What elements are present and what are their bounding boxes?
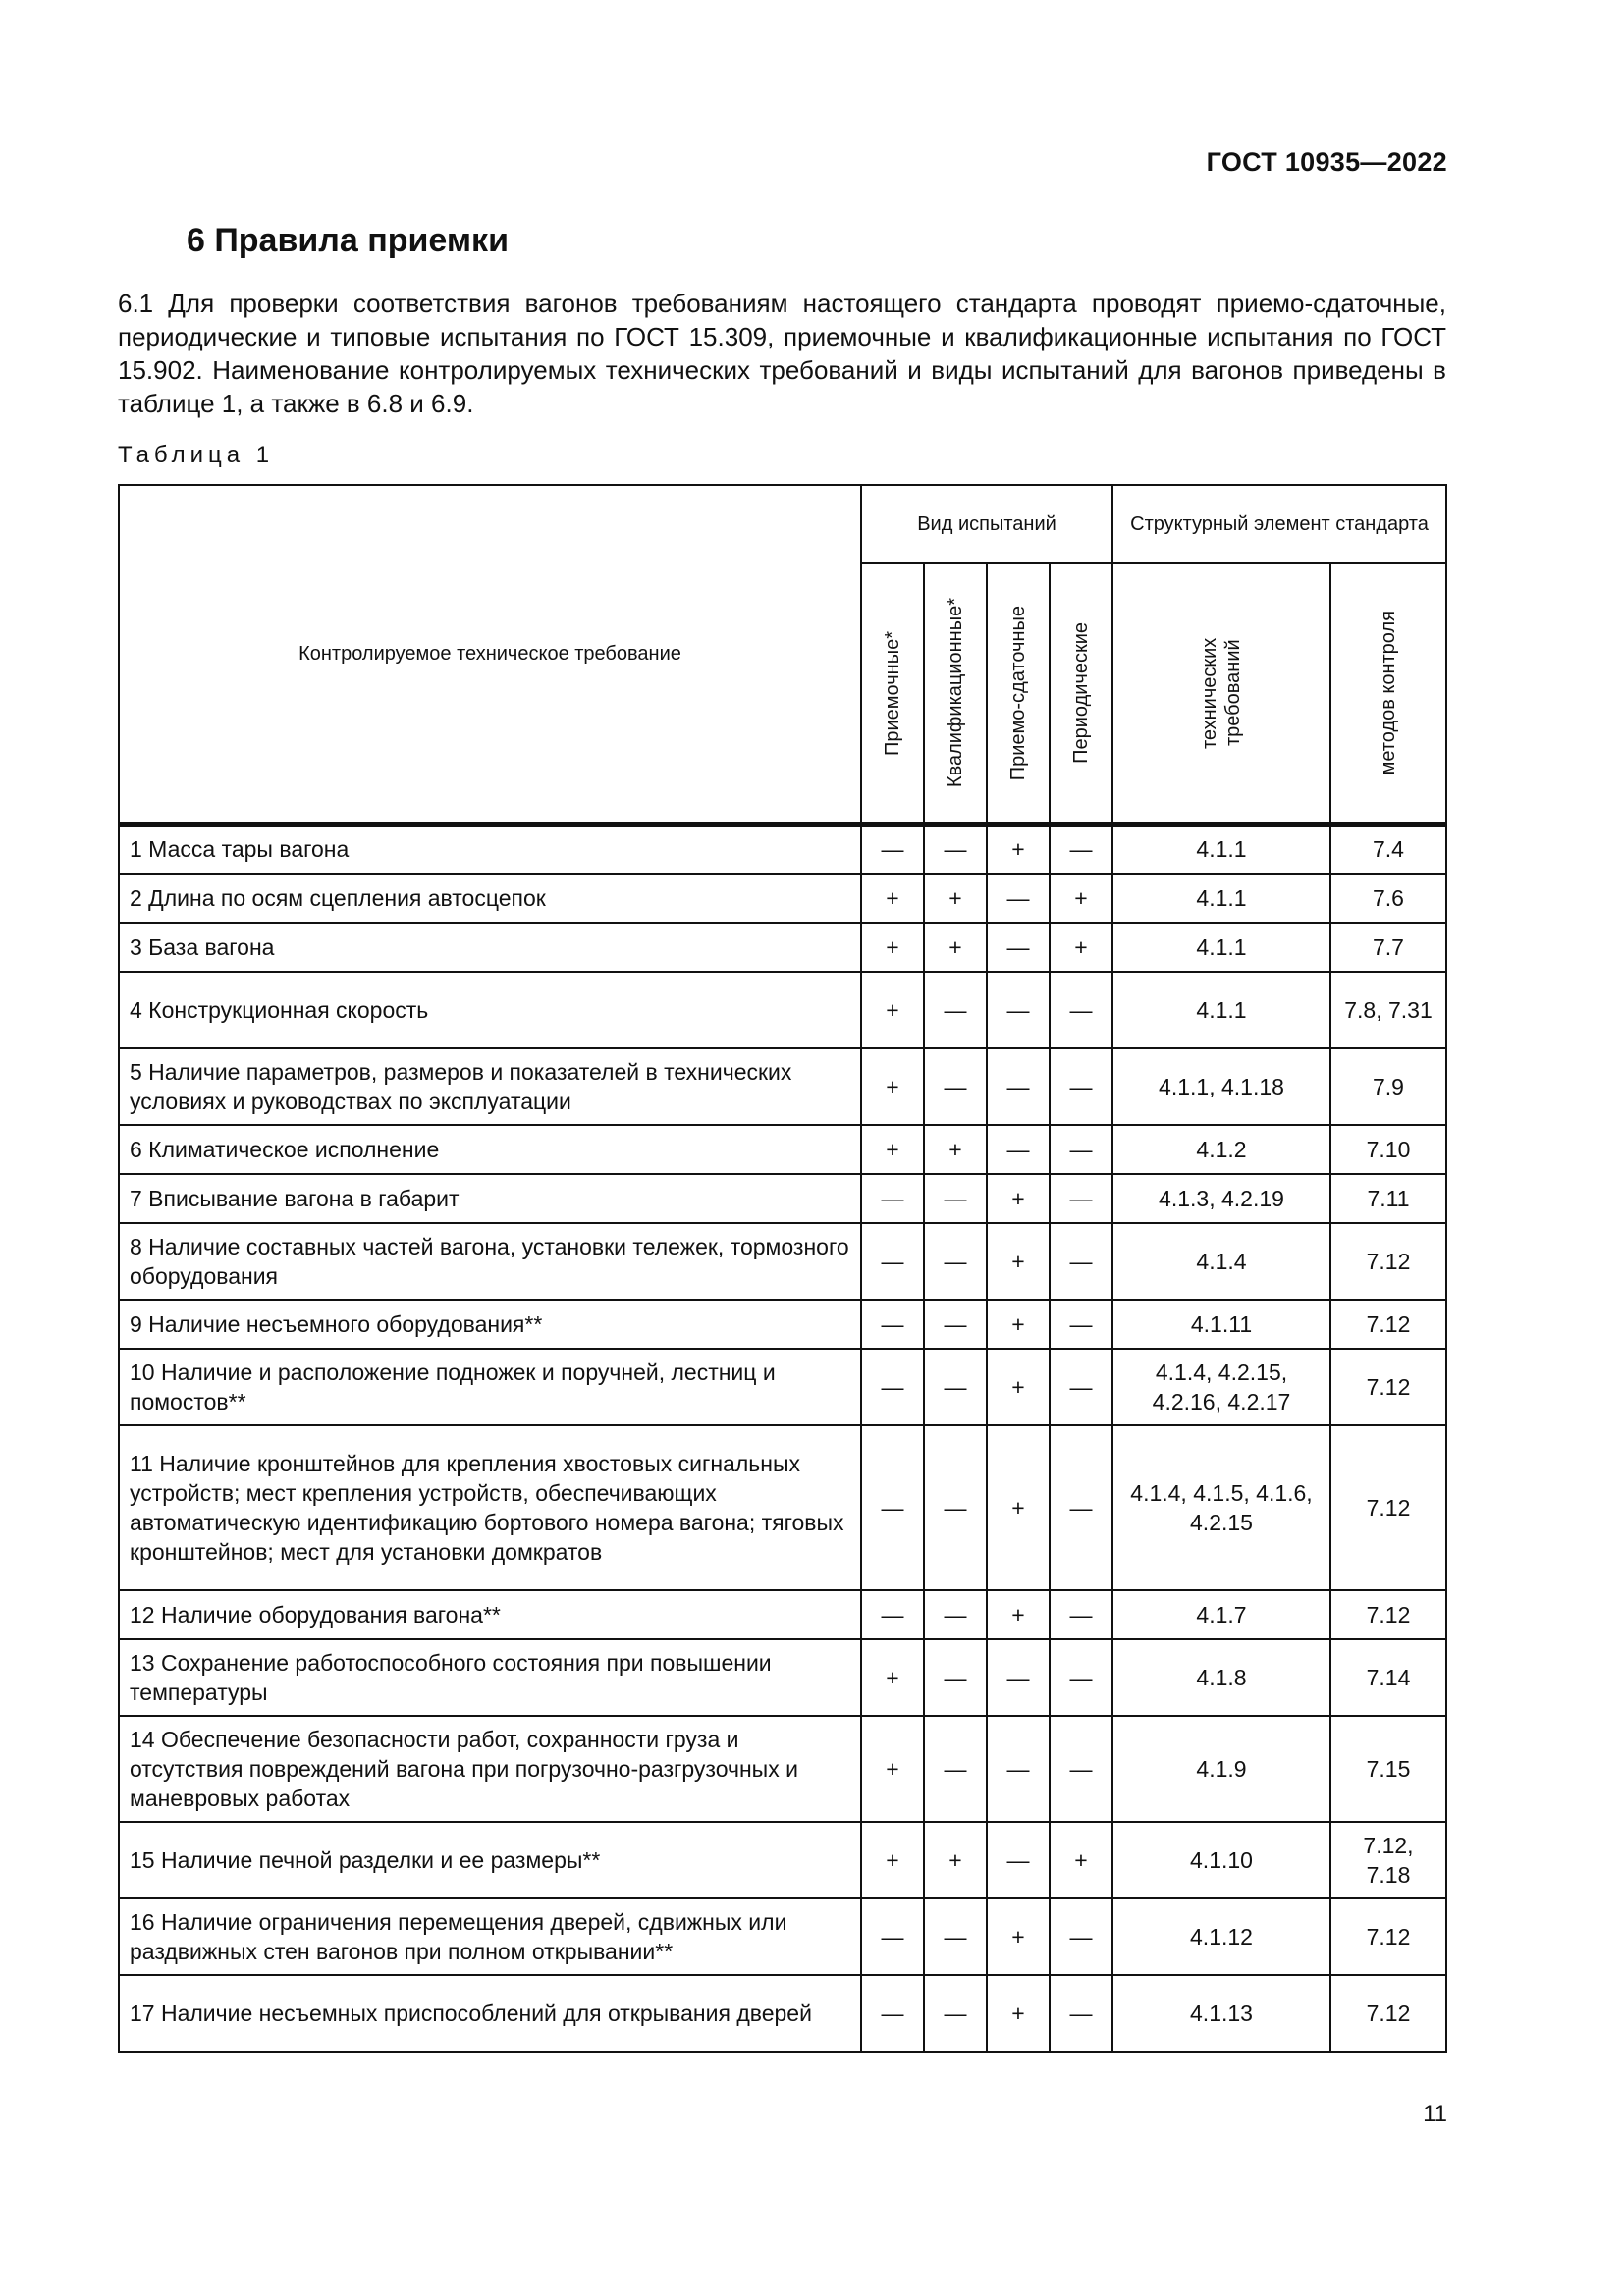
header-acceptance (861, 563, 924, 825)
section-paragraph: 6.1 Для проверки соответствия вагонов требованиям настоящего стандарта проводят приемо-сдаточные, периодические и типовые испытания по ГОСТ 15.309, приемочные и квалификационные испытания по ГОСТ 15.902. Наименование контролируемых технических требований и виды испытаний для вагонов приведены в таблице 1, а также в 6.8 и 6.9. (118, 289, 1446, 418)
requirement-cell: 17 Наличие несъемных приспособлений для открывания дверей (119, 1975, 861, 2052)
qualification-cell: + (924, 1822, 987, 1898)
table-row (119, 1048, 1446, 1125)
tech-requirement-ref-cell: 4.1.11 (1112, 1300, 1330, 1349)
tech-requirement-ref-cell: 4.1.12 (1112, 1898, 1330, 1975)
handover-cell: + (987, 1300, 1050, 1349)
acceptance-cell: — (861, 1223, 924, 1300)
qualification-cell: — (924, 1048, 987, 1125)
qualification-cell: — (924, 1716, 987, 1822)
requirement-cell: 2 Длина по осям сцепления автосцепок (119, 874, 861, 923)
requirement-cell: 1 Масса тары вагона (119, 825, 861, 874)
table-row (119, 1174, 1446, 1223)
acceptance-cell: + (861, 874, 924, 923)
table-row (119, 874, 1446, 923)
tech-requirement-ref-cell: 4.1.1, 4.1.18 (1112, 1048, 1330, 1125)
qualification-cell: — (924, 1590, 987, 1639)
header-control-methods (1330, 563, 1446, 825)
qualification-cell: + (924, 874, 987, 923)
qualification-cell: + (924, 923, 987, 972)
tech-requirement-ref-cell: 4.1.2 (1112, 1125, 1330, 1174)
control-method-ref-cell: 7.12 (1330, 1975, 1446, 2052)
handover-cell: + (987, 1425, 1050, 1590)
control-method-ref-cell: 7.12 (1330, 1898, 1446, 1975)
header-qualification-label: Квалификационные* (945, 598, 966, 788)
acceptance-cell: — (861, 1590, 924, 1639)
control-method-ref-cell: 7.6 (1330, 874, 1446, 923)
requirement-cell: 10 Наличие и расположение подножек и поручней, лестниц и помостов** (119, 1349, 861, 1425)
qualification-cell: — (924, 1425, 987, 1590)
table-row (119, 1975, 1446, 2052)
tech-requirement-ref-cell: 4.1.7 (1112, 1590, 1330, 1639)
acceptance-cell: — (861, 1349, 924, 1425)
table-row (119, 1590, 1446, 1639)
qualification-cell: + (924, 1125, 987, 1174)
handover-cell: — (987, 972, 1050, 1048)
control-method-ref-cell: 7.12 (1330, 1349, 1446, 1425)
control-method-ref-cell: 7.8, 7.31 (1330, 972, 1446, 1048)
header-periodic-label: Периодические (1070, 622, 1092, 764)
qualification-cell: — (924, 972, 987, 1048)
table-row (119, 825, 1446, 874)
section-title: 6 Правила приемки (187, 222, 509, 259)
requirement-cell: 12 Наличие оборудования вагона** (119, 1590, 861, 1639)
header-control-methods-label: методов контроля (1378, 611, 1399, 775)
tech-requirement-ref-cell: 4.1.4 (1112, 1223, 1330, 1300)
periodic-cell: — (1050, 1174, 1112, 1223)
periodic-cell: — (1050, 1898, 1112, 1975)
control-method-ref-cell: 7.10 (1330, 1125, 1446, 1174)
handover-cell: + (987, 1898, 1050, 1975)
header-row-group (119, 485, 1446, 563)
qualification-cell: — (924, 1349, 987, 1425)
handover-cell: + (987, 1349, 1050, 1425)
qualification-cell: — (924, 1639, 987, 1716)
table-row (119, 972, 1446, 1048)
qualification-cell: — (924, 1223, 987, 1300)
requirement-cell: 3 База вагона (119, 923, 861, 972)
qualification-cell: — (924, 1174, 987, 1223)
handover-cell: + (987, 1975, 1050, 2052)
requirement-cell: 15 Наличие печной разделки и ее размеры** (119, 1822, 861, 1898)
control-method-ref-cell: 7.12 (1330, 1425, 1446, 1590)
handover-cell: — (987, 1822, 1050, 1898)
control-method-ref-cell: 7.12 (1330, 1223, 1446, 1300)
handover-cell: + (987, 825, 1050, 874)
requirement-cell: 6 Климатическое исполнение (119, 1125, 861, 1174)
header-acceptance-label: Приемочные* (882, 630, 903, 756)
periodic-cell: — (1050, 1223, 1112, 1300)
requirement-cell: 9 Наличие несъемного оборудования** (119, 1300, 861, 1349)
control-method-ref-cell: 7.15 (1330, 1716, 1446, 1822)
requirement-cell: 8 Наличие составных частей вагона, установки тележек, тормозного оборудования (119, 1223, 861, 1300)
acceptance-cell: — (861, 1898, 924, 1975)
tech-requirement-ref-cell: 4.1.4, 4.1.5, 4.1.6, 4.2.15 (1112, 1425, 1330, 1590)
qualification-cell: — (924, 1898, 987, 1975)
table-row (119, 1898, 1446, 1975)
requirement-cell: 14 Обеспечение безопасности работ, сохранности груза и отсутствия повреждений вагона при погрузочно-разгрузочных и маневровых работах (119, 1716, 861, 1822)
tech-requirement-ref-cell: 4.1.13 (1112, 1975, 1330, 2052)
handover-cell: + (987, 1590, 1050, 1639)
header-qualification (924, 563, 987, 825)
acceptance-cell: — (861, 825, 924, 874)
tech-requirement-ref-cell: 4.1.1 (1112, 923, 1330, 972)
handover-cell: — (987, 1716, 1050, 1822)
table-row (119, 1349, 1446, 1425)
periodic-cell: — (1050, 1639, 1112, 1716)
acceptance-cell: + (861, 1716, 924, 1822)
header-handover-label: Приемо-сдаточные (1007, 605, 1029, 781)
control-method-ref-cell: 7.4 (1330, 825, 1446, 874)
periodic-cell: — (1050, 1590, 1112, 1639)
tech-requirement-ref-cell: 4.1.1 (1112, 874, 1330, 923)
header-handover (987, 563, 1050, 825)
table-row (119, 1716, 1446, 1822)
periodic-cell: — (1050, 1975, 1112, 2052)
requirement-cell: 5 Наличие параметров, размеров и показателей в технических условиях и руководствах по эксплуатации (119, 1048, 861, 1125)
periodic-cell: — (1050, 1425, 1112, 1590)
handover-cell: + (987, 1174, 1050, 1223)
tech-requirement-ref-cell: 4.1.1 (1112, 972, 1330, 1048)
control-method-ref-cell: 7.11 (1330, 1174, 1446, 1223)
periodic-cell: — (1050, 1048, 1112, 1125)
page-number: 11 (1423, 2101, 1447, 2127)
handover-cell: — (987, 1125, 1050, 1174)
control-method-ref-cell: 7.12, 7.18 (1330, 1822, 1446, 1898)
table-row (119, 1639, 1446, 1716)
header-structural-element: Структурный элемент стандарта (1112, 485, 1446, 563)
acceptance-cell: + (861, 972, 924, 1048)
tech-requirement-ref-cell: 4.1.8 (1112, 1639, 1330, 1716)
requirements-table (118, 484, 1447, 2053)
periodic-cell: — (1050, 1716, 1112, 1822)
requirement-cell: 11 Наличие кронштейнов для крепления хвостовых сигнальных устройств; мест крепления устройств, обеспечивающих автоматическую идентификацию бортового номера вагона; тяговых кронштейнов; мест для установки домкратов (119, 1425, 861, 1590)
periodic-cell: — (1050, 1349, 1112, 1425)
acceptance-cell: — (861, 1975, 924, 2052)
control-method-ref-cell: 7.12 (1330, 1590, 1446, 1639)
periodic-cell: + (1050, 874, 1112, 923)
header-test-type: Вид испытаний (861, 485, 1112, 563)
document-code: ГОСТ 10935—2022 (1206, 147, 1447, 177)
acceptance-cell: + (861, 1822, 924, 1898)
handover-cell: — (987, 1639, 1050, 1716)
tech-requirement-ref-cell: 4.1.3, 4.2.19 (1112, 1174, 1330, 1223)
control-method-ref-cell: 7.14 (1330, 1639, 1446, 1716)
table-row (119, 1300, 1446, 1349)
acceptance-cell: + (861, 1048, 924, 1125)
table-row (119, 1223, 1446, 1300)
qualification-cell: — (924, 1300, 987, 1349)
tech-requirement-ref-cell: 4.1.10 (1112, 1822, 1330, 1898)
control-method-ref-cell: 7.9 (1330, 1048, 1446, 1125)
periodic-cell: — (1050, 972, 1112, 1048)
handover-cell: + (987, 1223, 1050, 1300)
tech-requirement-ref-cell: 4.1.4, 4.2.15, 4.2.16, 4.2.17 (1112, 1349, 1330, 1425)
acceptance-cell: + (861, 1639, 924, 1716)
handover-cell: — (987, 874, 1050, 923)
acceptance-cell: — (861, 1174, 924, 1223)
periodic-cell: + (1050, 923, 1112, 972)
table-row (119, 923, 1446, 972)
periodic-cell: — (1050, 1300, 1112, 1349)
acceptance-cell: + (861, 923, 924, 972)
control-method-ref-cell: 7.12 (1330, 1300, 1446, 1349)
requirement-cell: 13 Сохранение работоспособного состояния при повышении температуры (119, 1639, 861, 1716)
handover-cell: — (987, 923, 1050, 972)
control-method-ref-cell: 7.7 (1330, 923, 1446, 972)
requirement-cell: 16 Наличие ограничения перемещения дверей, сдвижных или раздвижных стен вагонов при полном открывании** (119, 1898, 861, 1975)
header-requirement: Контролируемое техническое требование (119, 485, 861, 825)
header-tech-requirements (1112, 563, 1330, 825)
table-row (119, 1125, 1446, 1174)
header-tech-requirements-label: технических требований (1199, 637, 1244, 749)
table-caption: Таблица 1 (118, 442, 275, 468)
table-row (119, 1425, 1446, 1590)
periodic-cell: — (1050, 1125, 1112, 1174)
tech-requirement-ref-cell: 4.1.9 (1112, 1716, 1330, 1822)
tech-requirement-ref-cell: 4.1.1 (1112, 825, 1330, 874)
periodic-cell: — (1050, 825, 1112, 874)
periodic-cell: + (1050, 1822, 1112, 1898)
header-periodic (1050, 563, 1112, 825)
acceptance-cell: — (861, 1300, 924, 1349)
handover-cell: — (987, 1048, 1050, 1125)
acceptance-cell: — (861, 1425, 924, 1590)
acceptance-cell: + (861, 1125, 924, 1174)
requirement-cell: 7 Вписывание вагона в габарит (119, 1174, 861, 1223)
requirement-cell: 4 Конструкционная скорость (119, 972, 861, 1048)
qualification-cell: — (924, 1975, 987, 2052)
table-row (119, 1822, 1446, 1898)
qualification-cell: — (924, 825, 987, 874)
